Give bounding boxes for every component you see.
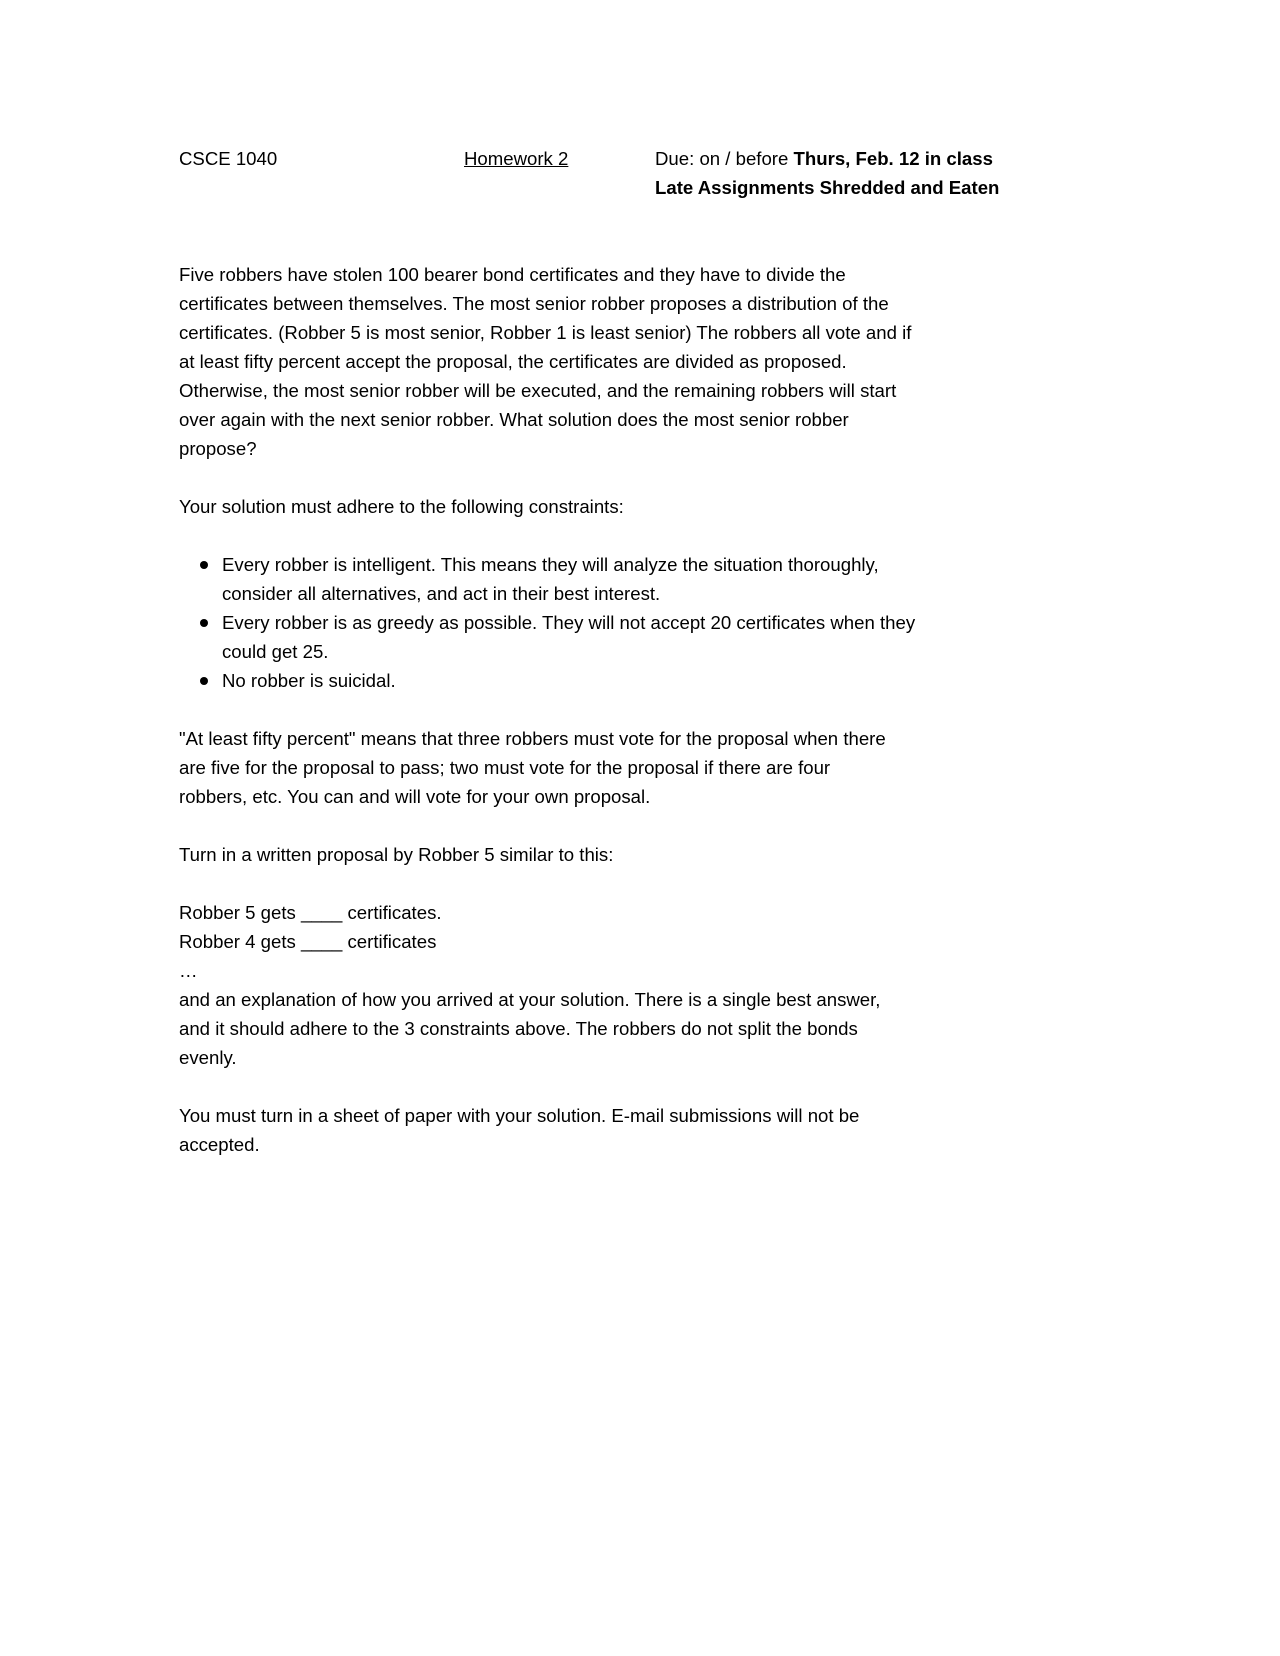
text-line: Every robber is intelligent. This means they will analyze the situation thoroughly, [222, 554, 879, 575]
text-line: robbers, etc. You can and will vote for your own proposal. [179, 786, 651, 807]
list-item [179, 550, 1059, 608]
text-line: Robber 5 gets ____ certificates. [179, 902, 442, 923]
text-line: No robber is suicidal. [222, 670, 396, 691]
submission-paragraph [179, 1101, 1059, 1159]
bullet-icon [200, 619, 208, 627]
text-line: and it should adhere to the 3 constraints above. The robbers do not split the bonds [179, 1018, 858, 1039]
text-line: certificates. (Robber 5 is most senior, Robber 1 is least senior) The robbers all vote and if [179, 322, 912, 343]
text-line: Otherwise, the most senior robber will be executed, and the remaining robbers will start [179, 380, 897, 401]
constraints-list [179, 550, 1059, 695]
text-line: … [179, 960, 198, 981]
bullet-icon [200, 561, 208, 569]
list-item [179, 666, 1059, 695]
text-line: certificates between themselves. The most senior robber proposes a distribution of the [179, 293, 889, 314]
text-line: evenly. [179, 1047, 237, 1068]
assignment-title: Homework 2 [464, 148, 569, 169]
fifty-percent-paragraph [179, 724, 1059, 811]
turn-in-instruction: Turn in a written proposal by Robber 5 similar to this: [179, 844, 614, 865]
example-proposal [179, 898, 1059, 1072]
course-code: CSCE 1040 [179, 148, 278, 169]
text-line: You must turn in a sheet of paper with your solution. E-mail submissions will not be [179, 1105, 860, 1126]
due-prefix: Due: on / before [655, 148, 794, 169]
text-line: "At least fifty percent" means that three robbers must vote for the proposal when there [179, 728, 886, 749]
text-line: Robber 4 gets ____ certificates [179, 931, 437, 952]
bullet-icon [200, 677, 208, 685]
due-line [655, 144, 993, 173]
text-line: Every robber is as greedy as possible. They will not accept 20 certificates when they [222, 612, 916, 633]
text-line: could get 25. [222, 641, 329, 662]
text-line: over again with the next senior robber. What solution does the most senior robber [179, 409, 849, 430]
text-line: and an explanation of how you arrived at your solution. There is a single best answer, [179, 989, 881, 1010]
late-policy: Late Assignments Shredded and Eaten [655, 177, 1000, 198]
due-date: Thurs, Feb. 12 in class [793, 148, 993, 169]
text-line: at least fifty percent accept the proposal, the certificates are divided as proposed. [179, 351, 847, 372]
intro-paragraph [179, 260, 1059, 463]
constraints-intro: Your solution must adhere to the following constraints: [179, 496, 624, 517]
document-page [179, 144, 1059, 1159]
header [179, 144, 1059, 202]
text-line: propose? [179, 438, 257, 459]
text-line: Five robbers have stolen 100 bearer bond certificates and they have to divide the [179, 264, 846, 285]
text-line: consider all alternatives, and act in their best interest. [222, 583, 661, 604]
list-item [179, 608, 1059, 666]
text-line: are five for the proposal to pass; two must vote for the proposal if there are four [179, 757, 831, 778]
text-line: accepted. [179, 1134, 260, 1155]
